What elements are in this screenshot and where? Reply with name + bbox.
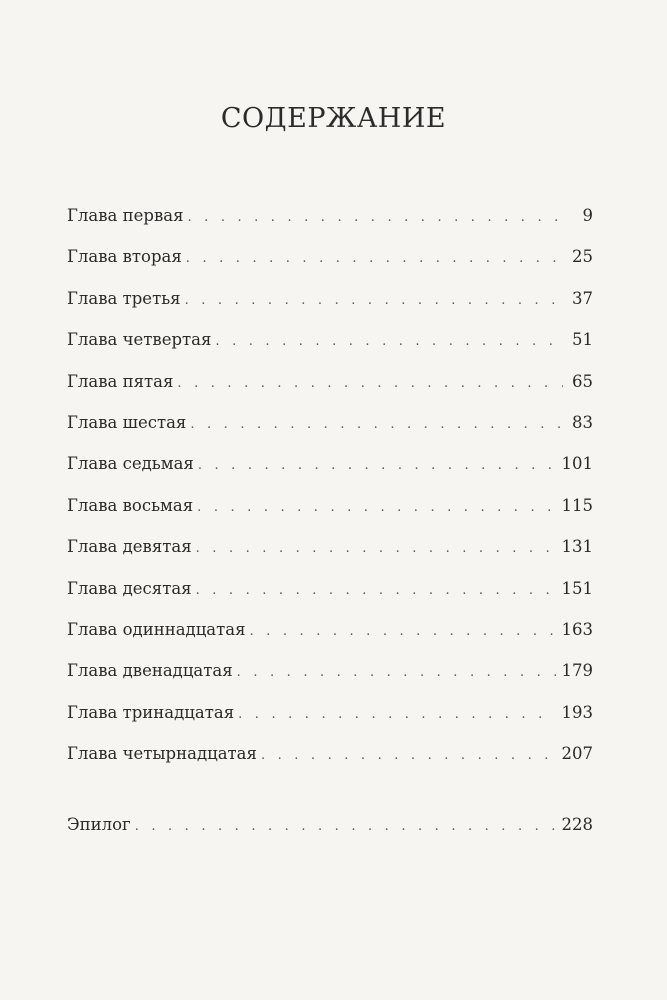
toc-entry-page: 179	[561, 661, 593, 681]
toc-entry-label: Глава пятая	[67, 371, 174, 391]
toc-entry-5	[67, 372, 593, 413]
toc-entry-label: Глава одиннадцатая	[67, 619, 246, 639]
toc-entry-label: Глава третья	[67, 288, 181, 308]
toc-entry-page: 9	[582, 206, 593, 225]
table-of-contents	[67, 206, 593, 857]
toc-entry-page: 25	[572, 247, 593, 267]
toc-entry-label: Глава шестая	[67, 412, 187, 432]
toc-entry-epilogue	[67, 815, 593, 856]
toc-entry-page: 151	[561, 578, 593, 598]
toc-entry-page: 228	[561, 815, 593, 835]
toc-entry-page: 193	[561, 702, 593, 722]
toc-entry-page: 163	[561, 619, 593, 639]
toc-entry-page: 207	[561, 744, 593, 764]
toc-entry-page: 115	[561, 495, 593, 515]
dot-leader	[198, 456, 556, 476]
toc-entry-label: Глава тринадцатая	[67, 702, 235, 722]
toc-entry-label: Глава десятая	[67, 578, 192, 598]
toc-entry-10	[67, 579, 593, 620]
toc-entry-label: Глава вторая	[67, 247, 182, 267]
toc-entry-page: 51	[572, 330, 593, 350]
toc-entry-8	[67, 496, 593, 537]
toc-entry-page: 101	[561, 454, 593, 474]
dot-leader	[177, 374, 563, 394]
dot-leader	[215, 332, 563, 352]
dot-leader	[185, 291, 563, 311]
dot-leader	[237, 663, 556, 683]
toc-entry-label: Глава четырнадцатая	[67, 744, 257, 764]
toc-entry-7	[67, 454, 593, 495]
toc-entry-label: Глава девятая	[67, 537, 192, 557]
dot-leader	[190, 415, 563, 435]
toc-entry-label: Эпилог	[67, 815, 131, 835]
toc-entry-page: 83	[572, 412, 593, 432]
toc-entry-label: Глава двенадцатая	[67, 661, 233, 681]
toc-entry-label: Глава седьмая	[67, 454, 194, 474]
dot-leader	[187, 208, 563, 228]
toc-entry-6	[67, 413, 593, 454]
toc-entry-13	[67, 703, 593, 744]
toc-entry-9	[67, 537, 593, 578]
toc-entry-label: Глава четвертая	[67, 330, 212, 350]
toc-entry-12	[67, 661, 593, 702]
toc-entry-2	[67, 247, 593, 288]
toc-entry-4	[67, 330, 593, 371]
toc-entry-14	[67, 744, 593, 785]
dot-leader	[250, 622, 556, 642]
dot-leader	[261, 746, 556, 766]
toc-entry-page: 65	[572, 371, 593, 391]
dot-leader	[197, 498, 555, 518]
dot-leader	[196, 539, 556, 559]
toc-entry-11	[67, 620, 593, 661]
toc-entry-page: 131	[561, 537, 593, 557]
toc-entry-label: Глава первая	[67, 206, 184, 225]
toc-entry-label: Глава восьмая	[67, 495, 194, 515]
toc-entry-1	[67, 206, 593, 247]
toc-entry-page: 37	[572, 288, 593, 308]
dot-leader	[186, 249, 563, 269]
dot-leader	[135, 817, 556, 837]
page-title: СОДЕРЖАНИЕ	[220, 103, 447, 134]
toc-entry-3	[67, 289, 593, 330]
dot-leader	[196, 581, 556, 601]
dot-leader	[238, 705, 555, 725]
